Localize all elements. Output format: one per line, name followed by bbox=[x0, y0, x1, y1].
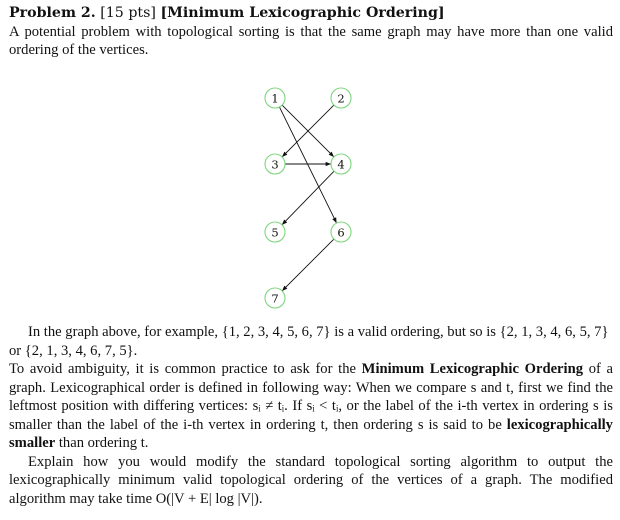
graph-node-2 bbox=[331, 88, 351, 108]
edge-6-7 bbox=[282, 239, 334, 291]
node-label: 1 bbox=[271, 91, 279, 106]
node-label: 5 bbox=[271, 225, 279, 240]
graph-node-3 bbox=[265, 154, 285, 174]
definition-term-2: lexicographically smaller bbox=[9, 416, 613, 451]
problem-body bbox=[9, 323, 613, 508]
node-label: 3 bbox=[271, 157, 279, 172]
edge-4-5 bbox=[282, 171, 334, 224]
definition-term: Minimum Lexicographic Ordering bbox=[361, 361, 583, 377]
graph-node-6 bbox=[331, 222, 351, 242]
definition-tail: than ordering t. bbox=[58, 435, 149, 451]
problem-title: [Minimum Lexicographic Ordering] bbox=[160, 5, 445, 21]
graph-node-5 bbox=[265, 222, 285, 242]
dependency-graph bbox=[250, 82, 370, 312]
edge-1-6 bbox=[279, 107, 336, 223]
node-label: 7 bbox=[271, 291, 279, 306]
example-line-2: or {2, 1, 3, 4, 6, 7, 5}. bbox=[9, 342, 138, 359]
graph-node-1 bbox=[265, 88, 285, 108]
node-label: 2 bbox=[337, 91, 345, 106]
problem-label: Problem 2. bbox=[9, 5, 96, 21]
definition-lead: To avoid ambiguity, it is common practice to ask for the bbox=[9, 361, 356, 377]
example-line-1: In the graph above, for example, {1, 2, 3, 4, 5, 6, 7} is a valid ordering, but so is {2, 1, 3, 4, 6, 5, 7} bbox=[28, 324, 609, 340]
task-paragraph: Explain how you would modify the standard topological sorting algorithm to output the lexicographically minimum valid topological ordering of the vertices of a graph. The modified algorithm may take time O(|V + E| log |V|). bbox=[9, 453, 613, 507]
graph-node-7 bbox=[265, 288, 285, 308]
problem-points: [15 pts] bbox=[100, 5, 156, 21]
graph-canvas bbox=[250, 82, 370, 312]
graph-node-4 bbox=[331, 154, 351, 174]
node-label: 4 bbox=[337, 157, 345, 172]
problem-heading bbox=[9, 4, 609, 22]
definition-rest: of a graph. Lexicographical order is defined in following way: When we compare s and t, first we find the leftmost position with differing vertices: sᵢ ≠ tᵢ. If sᵢ < tᵢ, or the label of the i-th vertex in ordering s is smaller than the label of the i-th vertex in ordering t, then ordering s is said to be bbox=[9, 361, 613, 433]
node-label: 6 bbox=[337, 225, 345, 240]
definition-paragraph bbox=[9, 360, 613, 453]
intro-paragraph: A potential problem with topological sorting is that the same graph may have more than one valid ordering of the vertices. bbox=[9, 24, 613, 58]
